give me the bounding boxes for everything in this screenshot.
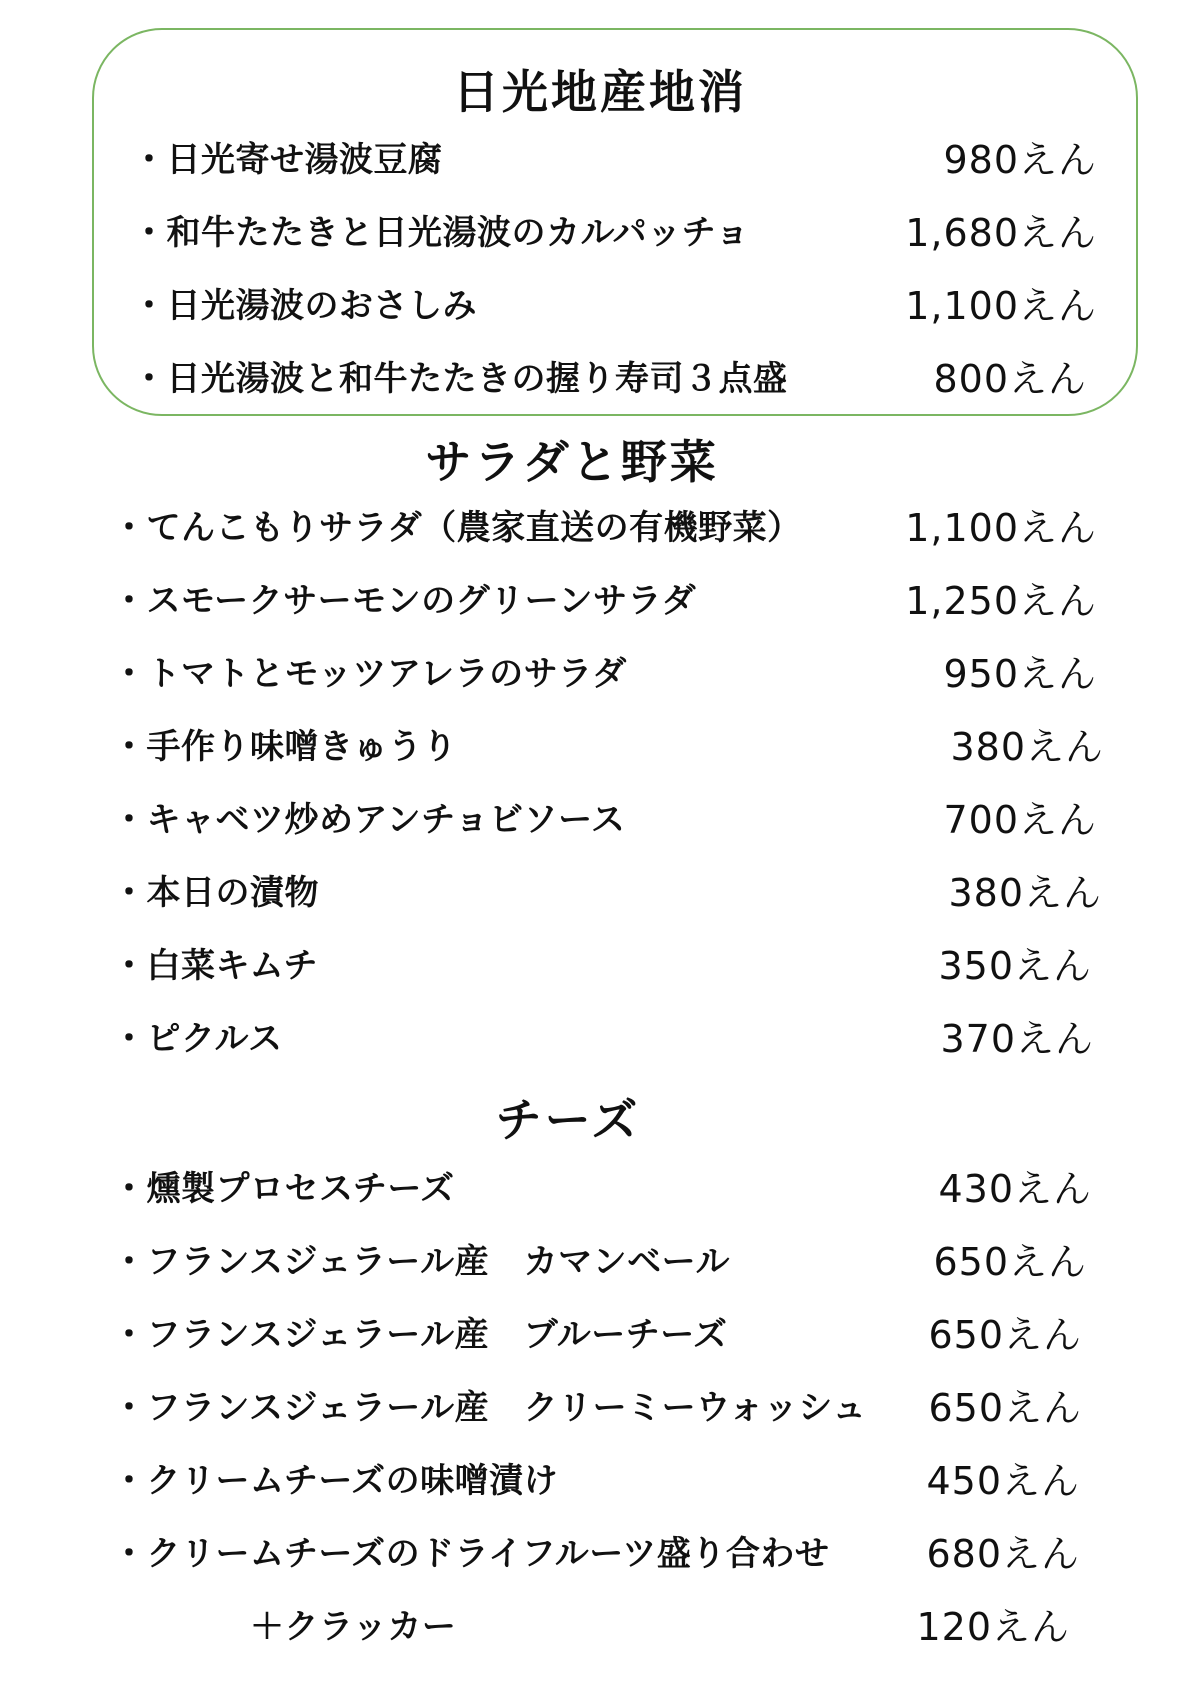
item-price: 380えん <box>950 725 1104 769</box>
item-name: ・フランスジェラール産 カマンベール <box>112 1242 730 1282</box>
menu-item <box>132 135 1097 185</box>
item-name: ・本日の漬物 <box>112 873 319 913</box>
section-title-cheese: チーズ <box>495 1093 641 1147</box>
item-name: ・日光寄せ湯波豆腐 <box>132 140 443 180</box>
item-price: 980えん <box>943 138 1097 182</box>
item-price: 1,100えん <box>905 506 1097 550</box>
item-name: ・スモークサーモンのグリーンサラダ <box>112 581 697 621</box>
item-price: 1,100えん <box>905 284 1097 328</box>
menu-item <box>112 1014 1094 1064</box>
menu-item <box>112 1456 1080 1506</box>
item-price: 1,250えん <box>905 579 1097 623</box>
menu-item <box>112 941 1092 991</box>
menu-item-addon <box>250 1602 1070 1652</box>
section-title-salad: サラダと野菜 <box>425 435 719 489</box>
item-name: ＋クラッカー <box>250 1607 457 1647</box>
item-name: ・日光湯波のおさしみ <box>132 286 477 326</box>
item-price: 120えん <box>916 1605 1070 1649</box>
item-price: 700えん <box>943 798 1097 842</box>
item-name: ・てんこもりサラダ（農家直送の有機野菜） <box>112 508 802 548</box>
menu-item <box>112 1164 1092 1214</box>
menu-item <box>112 1383 1082 1433</box>
item-price: 1,680えん <box>905 211 1097 255</box>
item-name: ・キャベツ炒めアンチョビソース <box>112 800 626 840</box>
item-name: ・トマトとモッツアレラのサラダ <box>112 654 627 694</box>
item-price: 350えん <box>938 944 1092 988</box>
section-title-local: 日光地産地消 <box>453 65 747 119</box>
item-name: ・フランスジェラール産 ブルーチーズ <box>112 1315 728 1355</box>
item-price: 650えん <box>928 1313 1082 1357</box>
item-price: 370えん <box>940 1017 1094 1061</box>
menu-item <box>132 208 1097 258</box>
item-name: ・白菜キムチ <box>112 946 318 986</box>
item-price: 800えん <box>933 357 1087 401</box>
menu-item <box>132 354 1087 404</box>
item-price: 680えん <box>926 1532 1080 1576</box>
menu-item <box>112 576 1097 626</box>
menu-item <box>112 503 1097 553</box>
menu-item <box>112 1237 1087 1287</box>
item-name: ・燻製プロセスチーズ <box>112 1169 455 1209</box>
menu-item <box>112 1310 1082 1360</box>
item-price: 380えん <box>948 871 1102 915</box>
item-name: ・フランスジェラール産 クリーミーウォッシュ <box>112 1388 867 1428</box>
menu-item <box>112 1529 1080 1579</box>
menu-item <box>112 868 1102 918</box>
item-name: ・和牛たたきと日光湯波のカルパッチョ <box>132 213 750 253</box>
item-price: 650えん <box>928 1386 1082 1430</box>
item-name: ・クリームチーズのドライフルーツ盛り合わせ <box>112 1534 830 1574</box>
item-price: 450えん <box>926 1459 1080 1503</box>
menu-item <box>112 649 1097 699</box>
item-price: 430えん <box>938 1167 1092 1211</box>
item-name: ・ピクルス <box>112 1019 283 1059</box>
item-name: ・手作り味噌きゅうり <box>112 727 457 767</box>
menu-item <box>112 795 1097 845</box>
item-name: ・日光湯波と和牛たたきの握り寿司３点盛 <box>132 359 788 399</box>
item-price: 650えん <box>933 1240 1087 1284</box>
item-price: 950えん <box>943 652 1097 696</box>
item-name: ・クリームチーズの味噌漬け <box>112 1461 559 1501</box>
menu-item <box>112 722 1104 772</box>
menu-item <box>132 281 1097 331</box>
